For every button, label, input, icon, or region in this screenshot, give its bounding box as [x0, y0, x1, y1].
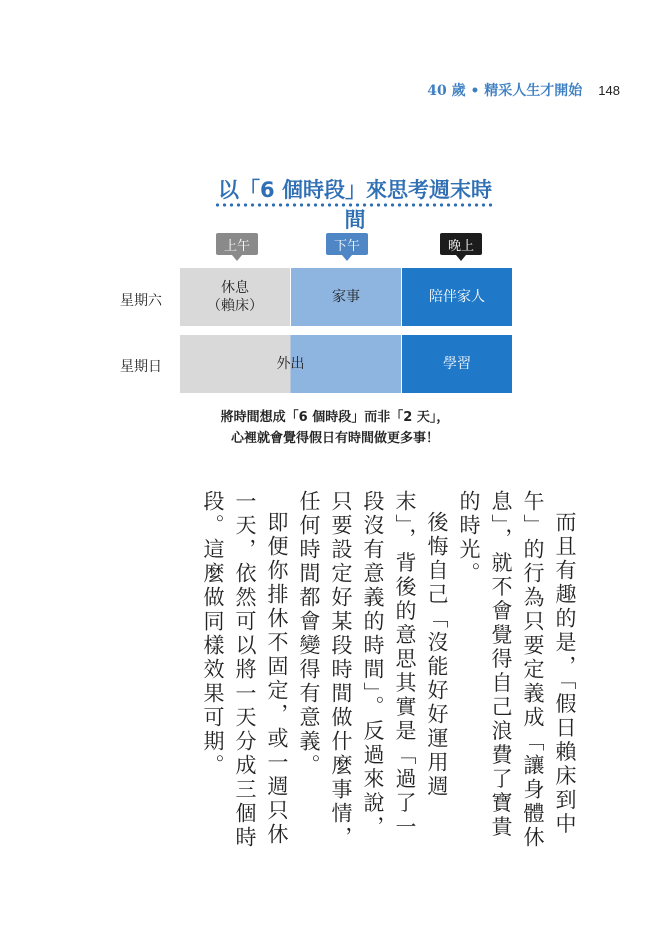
dotted-divider [214, 202, 496, 208]
evening-label: 晚上 [440, 233, 482, 255]
vertical-body-text [197, 490, 581, 850]
paragraph: 即便你排休不固定，或一週只休一天，依然可以將一天分成三個時段。這麼做同樣效果可期。 [201, 490, 289, 850]
row-label-sunday: 星期日 [120, 359, 162, 375]
page-number: 148 [598, 82, 620, 98]
paragraph: 後悔自己「沒能好好運用週末」，背後的意思其實是「過了一段沒有意義的時間」。反過來說，只要設定好某段時間做什麼事情，任何時間都會變得有意義。 [297, 490, 449, 850]
running-header [360, 78, 620, 102]
saturday-afternoon-cell: 家事 [291, 268, 401, 326]
afternoon-label: 下午 [326, 233, 368, 255]
paragraph: 而且有趣的是，「假日賴床到中午」的行為只要定義成「讓身體休息」，就不會覺得自己浪費了寶貴的時光。 [457, 490, 577, 850]
book-title: 40 歲 • 精采人生才開始 [427, 83, 583, 99]
diagram-title: 以「6 個時段」來思考週末時間 [218, 178, 492, 232]
diagram-caption [190, 407, 480, 449]
row-label-saturday: 星期六 [120, 293, 162, 309]
caption-line-1: 將時間想成「6 個時段」而非「2 天」， [220, 410, 450, 425]
saturday-morning-cell: 休息 （賴床） [180, 268, 290, 326]
caption-line-2: 心裡就會覺得假日有時間做更多事！ [230, 431, 439, 446]
saturday-evening-cell: 陪伴家人 [402, 268, 512, 326]
sunday-outing-cell: 外出 [180, 335, 401, 393]
sunday-study-cell: 學習 [402, 335, 512, 393]
morning-label: 上午 [216, 233, 258, 255]
